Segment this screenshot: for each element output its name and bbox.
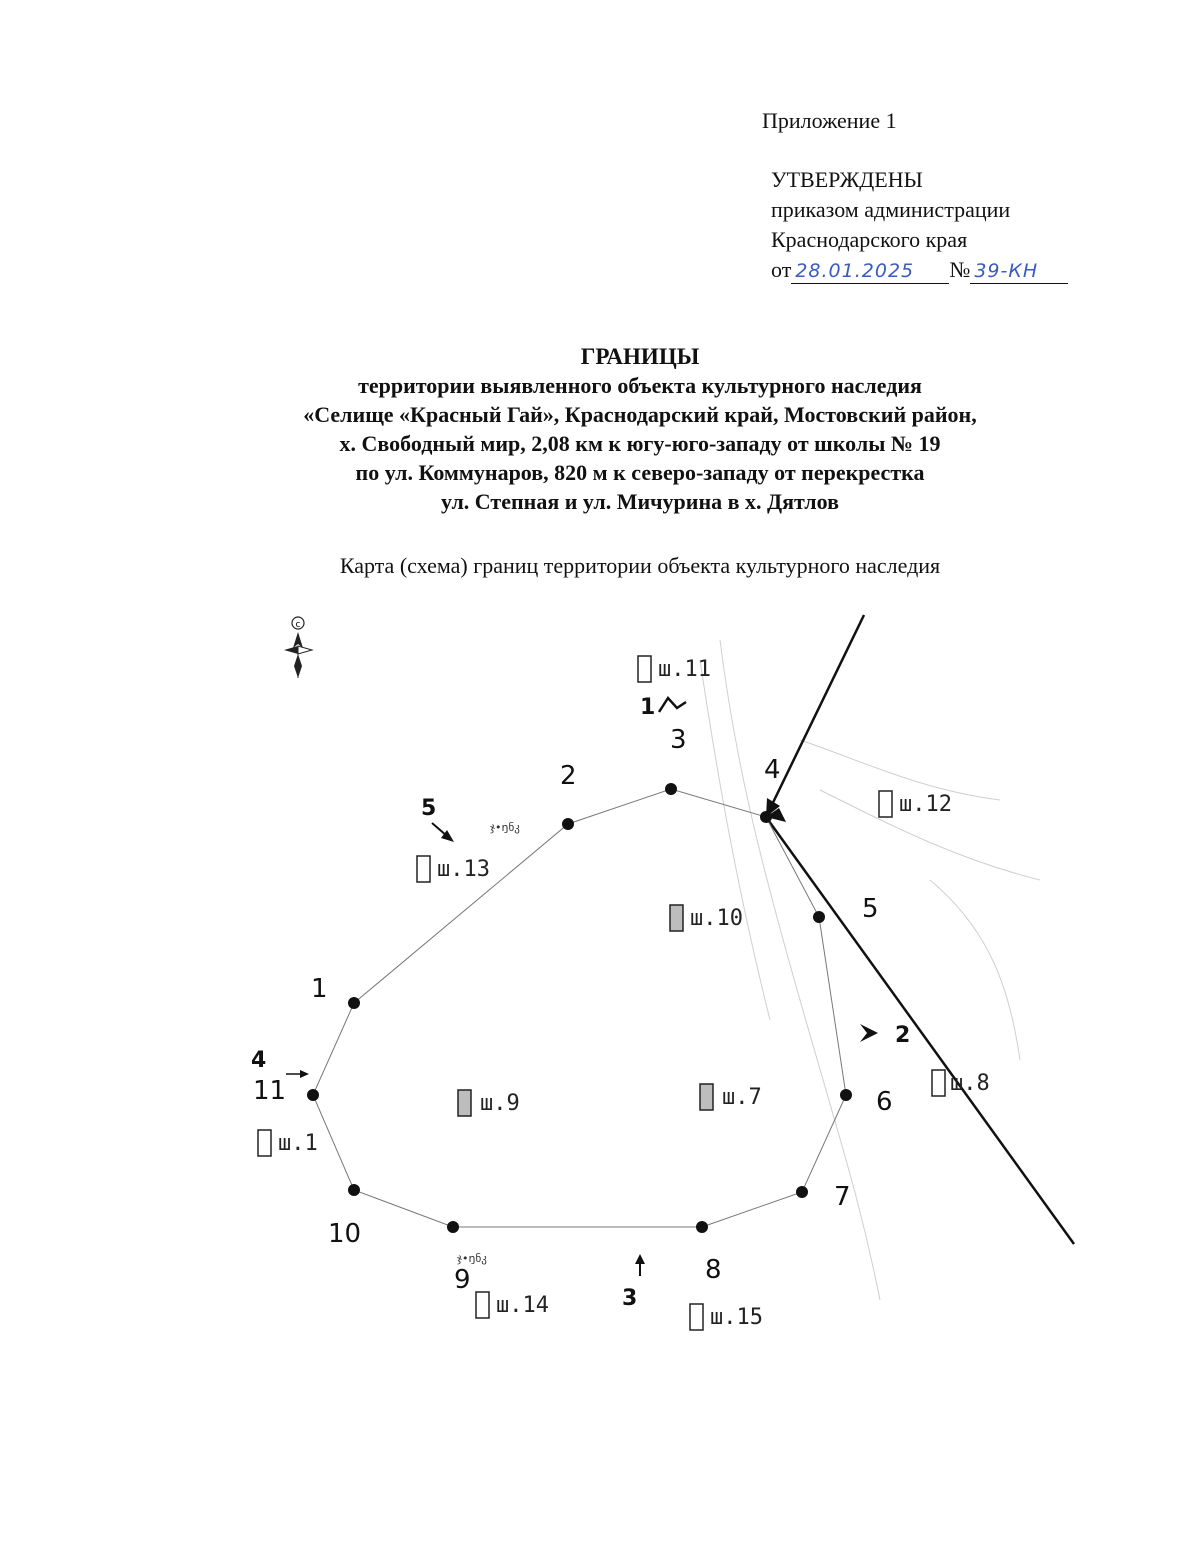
pit-sh10 [670,905,743,931]
pit-marker-icon [638,656,651,682]
pit-sh9 [458,1090,520,1116]
date-prefix: от [771,257,792,282]
point-label-1: 1 [311,974,328,1004]
boundary-point-11 [307,1089,319,1101]
pit-label: ш.15 [710,1305,763,1330]
pit-label: ш.13 [437,857,490,882]
small-mark: ჯ•ŋნკ [457,1252,487,1265]
pit-label: ш.12 [899,792,952,817]
pit-label: ш.14 [496,1293,549,1318]
boundary-point-3 [665,783,677,795]
north-arrow-icon [284,617,312,678]
pit-sh12 [879,791,952,817]
test-pits [258,656,990,1330]
title-line-2: «Селище «Красный Гай», Краснодарский край, Мостовский район, [303,402,977,427]
pit-marker-icon [932,1070,945,1096]
road-north-line [766,615,864,817]
pit-sh7 [700,1084,762,1110]
point-label-6: 6 [876,1087,893,1117]
number-prefix: № [949,257,971,282]
boundary-point-1 [348,997,360,1009]
boundary-points [307,783,852,1233]
title-line-3: х. Свободный мир, 2,08 км к югу-юго-западу от школы № 19 [339,431,941,456]
pit-label: ш.1 [278,1131,318,1156]
boundary-point-8 [696,1221,708,1233]
boundary-point-labels [253,725,893,1295]
approved-line-2: приказом администрации [771,197,1011,222]
pit-marker-icon [700,1084,713,1110]
handwritten-date: 28.01.2025 [791,259,949,284]
road-south-line [766,817,1074,1244]
point-label-2: 2 [560,761,577,791]
boundary-point-10 [348,1184,360,1196]
point-label-10: 10 [328,1219,362,1249]
point-label-4: 4 [764,755,781,785]
photo-ref-5 [421,796,454,842]
boundary-polygon [313,789,846,1227]
pit-sh11 [638,656,711,682]
pit-label: ш.9 [480,1091,520,1116]
photo-ref-3 [622,1254,645,1311]
pit-label: ш.10 [690,906,743,931]
pit-marker-icon [417,856,430,882]
point-label-5: 5 [862,894,879,924]
appendix-label: Приложение 1 [762,108,897,133]
boundary-point-7 [796,1186,808,1198]
photo-ref-2 [860,1023,910,1048]
photo-ref-4 [251,1048,309,1078]
pit-marker-icon [879,791,892,817]
map-subtitle: Карта (схема) границ территории объекта культурного наследия [339,553,941,578]
approved-line-3: Краснодарского края [771,227,968,252]
road-lines [766,615,1074,1244]
pit-label: ш.8 [950,1071,990,1096]
boundary-point-4 [760,811,772,823]
title-line-5: ул. Степная и ул. Мичурина в х. Дятлов [441,489,839,514]
point-label-3: 3 [670,725,687,755]
photo-ref-1 [640,695,686,720]
pit-sh8 [932,1070,990,1096]
small-mark: ჯ•ŋნკ [490,821,520,834]
photo-ref-label: 3 [622,1286,638,1311]
title-main: ГРАНИЦЫ [580,344,700,369]
title-line-1: территории выявленного объекта культурного наследия [358,373,922,398]
pit-sh15 [690,1304,763,1330]
pit-sh14 [476,1292,549,1318]
pit-marker-icon [670,905,683,931]
point-label-8: 8 [705,1255,722,1285]
point-label-9: 9 [454,1265,471,1295]
pit-marker-icon [258,1130,271,1156]
boundary-point-9 [447,1221,459,1233]
compass-letter: с [295,620,301,630]
photo-ref-label: 5 [421,796,437,821]
point-label-11: 11 [253,1076,287,1106]
approved-line-1: УТВЕРЖДЕНЫ [771,167,923,192]
photo-ref-label: 1 [640,695,656,720]
view-arrow-icon [659,698,686,712]
boundary-point-2 [562,818,574,830]
pit-marker-icon [690,1304,703,1330]
background-contours [460,640,1040,1300]
pit-marker-icon [476,1292,489,1318]
title-line-4: по ул. Коммунаров, 820 м к северо-западу от перекрестка [355,460,925,485]
pit-label: ш.7 [722,1085,762,1110]
photo-ref-label: 2 [895,1023,911,1048]
pit-sh1 [258,1130,318,1156]
photo-ref-label: 4 [251,1048,267,1073]
handwritten-number: 39-КН [970,259,1068,284]
point-label-7: 7 [834,1182,851,1212]
boundary-point-6 [840,1089,852,1101]
pit-marker-icon [458,1090,471,1116]
pit-sh13 [417,856,490,882]
pit-label: ш.11 [658,657,711,682]
view-arrow-icon [860,1024,878,1042]
boundary-point-5 [813,911,825,923]
